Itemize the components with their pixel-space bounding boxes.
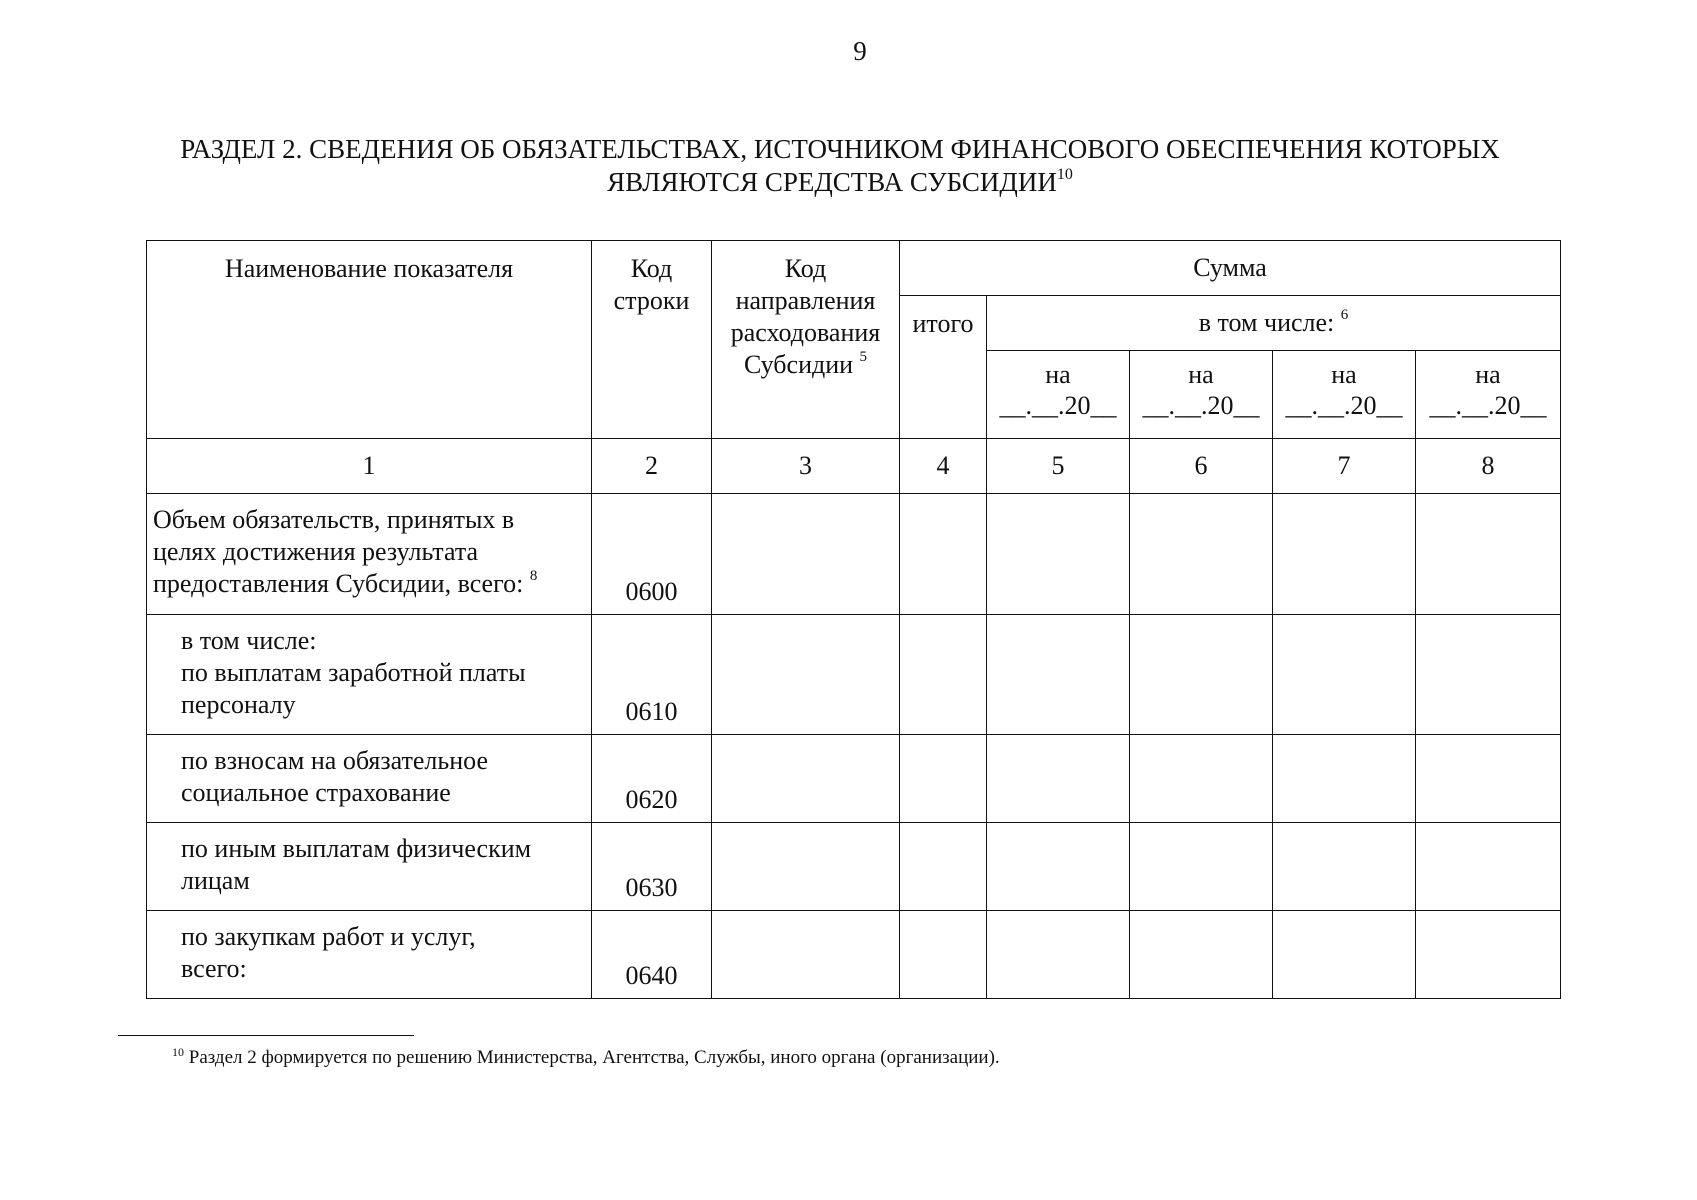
row-label-line: по закупкам работ и услуг, bbox=[181, 922, 476, 951]
total-cell[interactable] bbox=[900, 735, 987, 823]
page-number: 9 bbox=[853, 36, 867, 66]
amount-cell[interactable] bbox=[1416, 615, 1561, 735]
amount-cell[interactable] bbox=[1273, 615, 1416, 735]
row-label-line: целях достижения результата bbox=[153, 537, 479, 566]
header-date-prefix: на bbox=[1331, 360, 1357, 389]
amount-cell[interactable] bbox=[1130, 823, 1273, 911]
row-label-line bbox=[153, 568, 587, 600]
footnote-mark: 10 bbox=[172, 1045, 184, 1059]
header-date-prefix: на bbox=[1045, 360, 1071, 389]
amount-cell[interactable] bbox=[1130, 735, 1273, 823]
header-including-mark: 6 bbox=[1340, 307, 1349, 323]
row-label-0610 bbox=[147, 615, 592, 735]
row-label-line: лицам bbox=[181, 866, 250, 895]
header-direction-line-4-text: Субсидии bbox=[743, 350, 854, 379]
total-cell[interactable] bbox=[900, 823, 987, 911]
header-date-prefix: на bbox=[1475, 360, 1501, 389]
header-row-code-line-1: Код bbox=[630, 254, 673, 283]
amount-cell[interactable] bbox=[1130, 615, 1273, 735]
column-number: 5 bbox=[987, 439, 1130, 494]
header-date-template: __.__.20__ bbox=[1429, 391, 1547, 420]
row-code: 0630 bbox=[592, 823, 712, 911]
amount-cell[interactable] bbox=[987, 735, 1130, 823]
header-row-1 bbox=[147, 241, 1561, 296]
direction-code-cell[interactable] bbox=[712, 735, 900, 823]
section-title bbox=[130, 133, 1550, 199]
header-date-col-6 bbox=[1130, 351, 1273, 439]
column-number: 3 bbox=[712, 439, 900, 494]
row-label-line: в том числе: bbox=[181, 626, 317, 655]
column-number-row bbox=[147, 439, 1561, 494]
amount-cell[interactable] bbox=[1130, 911, 1273, 999]
amount-cell[interactable] bbox=[1416, 735, 1561, 823]
row-label-line: Объем обязательств, принятых в bbox=[153, 505, 515, 534]
header-direction-line-4 bbox=[712, 349, 899, 381]
header-direction-code bbox=[712, 241, 900, 439]
column-number: 7 bbox=[1273, 439, 1416, 494]
header-including-text: в том числе: bbox=[1198, 308, 1335, 337]
direction-code-cell[interactable] bbox=[712, 615, 900, 735]
header-row-code-line-2: строки bbox=[613, 286, 690, 315]
amount-cell[interactable] bbox=[1416, 911, 1561, 999]
row-code: 0600 bbox=[592, 494, 712, 615]
header-direction-line-3: расходования bbox=[730, 318, 881, 347]
row-code: 0610 bbox=[592, 615, 712, 735]
amount-cell[interactable] bbox=[1273, 823, 1416, 911]
row-label-line: по взносам на обязательное bbox=[181, 746, 489, 775]
amount-cell[interactable] bbox=[1416, 823, 1561, 911]
header-indicator-name: Наименование показателя bbox=[147, 241, 592, 439]
column-number: 2 bbox=[592, 439, 712, 494]
row-code: 0640 bbox=[592, 911, 712, 999]
row-code: 0620 bbox=[592, 735, 712, 823]
table-row bbox=[147, 615, 1561, 735]
header-date-col-5 bbox=[987, 351, 1130, 439]
section-title-footnote-mark: 10 bbox=[1056, 166, 1073, 183]
amount-cell[interactable] bbox=[987, 911, 1130, 999]
direction-code-cell[interactable] bbox=[712, 823, 900, 911]
row-label-line: по выплатам заработной платы bbox=[181, 658, 526, 687]
header-direction-mark: 5 bbox=[859, 349, 868, 365]
amount-cell[interactable] bbox=[1416, 494, 1561, 615]
total-cell[interactable] bbox=[900, 911, 987, 999]
row-label-0640 bbox=[147, 911, 592, 999]
table-row bbox=[147, 494, 1561, 615]
row-label-footnote-mark: 8 bbox=[529, 568, 538, 584]
row-label-0620 bbox=[147, 735, 592, 823]
amount-cell[interactable] bbox=[1273, 735, 1416, 823]
section-title-line-2-text: ЯВЛЯЮТСЯ СРЕДСТВА СУБСИДИИ bbox=[607, 167, 1057, 197]
total-cell[interactable] bbox=[900, 494, 987, 615]
column-number: 1 bbox=[147, 439, 592, 494]
footnote bbox=[172, 1047, 1000, 1069]
header-direction-line-2: направления bbox=[735, 286, 876, 315]
amount-cell[interactable] bbox=[987, 615, 1130, 735]
header-total: итого bbox=[900, 296, 987, 439]
row-label-line-text: предоставления Субсидии, всего: bbox=[153, 569, 524, 598]
section-title-line-2 bbox=[130, 166, 1550, 199]
footnote-text: Раздел 2 формируется по решению Министерства, Агентства, Службы, иного органа (организации). bbox=[188, 1047, 1000, 1068]
row-label-line: по иным выплатам физическим bbox=[181, 834, 532, 863]
column-number: 4 bbox=[900, 439, 987, 494]
header-direction-line-1: Код bbox=[784, 254, 827, 283]
row-label-line: всего: bbox=[181, 954, 247, 983]
direction-code-cell[interactable] bbox=[712, 494, 900, 615]
total-cell[interactable] bbox=[900, 615, 987, 735]
obligations-table bbox=[146, 240, 1561, 999]
header-date-col-7 bbox=[1273, 351, 1416, 439]
row-label-0600 bbox=[147, 494, 592, 615]
direction-code-cell[interactable] bbox=[712, 911, 900, 999]
amount-cell[interactable] bbox=[987, 494, 1130, 615]
amount-cell[interactable] bbox=[1273, 911, 1416, 999]
row-label-line: социальное страхование bbox=[181, 778, 451, 807]
header-date-template: __.__.20__ bbox=[1142, 391, 1260, 420]
header-date-template: __.__.20__ bbox=[999, 391, 1117, 420]
column-number: 8 bbox=[1416, 439, 1561, 494]
row-label-0630 bbox=[147, 823, 592, 911]
amount-cell[interactable] bbox=[987, 823, 1130, 911]
header-date-prefix: на bbox=[1188, 360, 1214, 389]
column-number: 6 bbox=[1130, 439, 1273, 494]
table-row bbox=[147, 735, 1561, 823]
header-including bbox=[987, 296, 1561, 351]
header-date-col-8 bbox=[1416, 351, 1561, 439]
footnote-divider bbox=[118, 1035, 414, 1036]
header-row-code bbox=[592, 241, 712, 439]
header-date-template: __.__.20__ bbox=[1285, 391, 1403, 420]
amount-cell[interactable] bbox=[1130, 494, 1273, 615]
header-sum: Сумма bbox=[900, 241, 1561, 296]
section-title-line-1: РАЗДЕЛ 2. СВЕДЕНИЯ ОБ ОБЯЗАТЕЛЬСТВАХ, ИСТОЧНИКОМ ФИНАНСОВОГО ОБЕСПЕЧЕНИЯ КОТОРЫХ bbox=[180, 134, 1500, 164]
table-row bbox=[147, 911, 1561, 999]
table-row bbox=[147, 823, 1561, 911]
amount-cell[interactable] bbox=[1273, 494, 1416, 615]
row-label-line: персоналу bbox=[181, 690, 296, 719]
